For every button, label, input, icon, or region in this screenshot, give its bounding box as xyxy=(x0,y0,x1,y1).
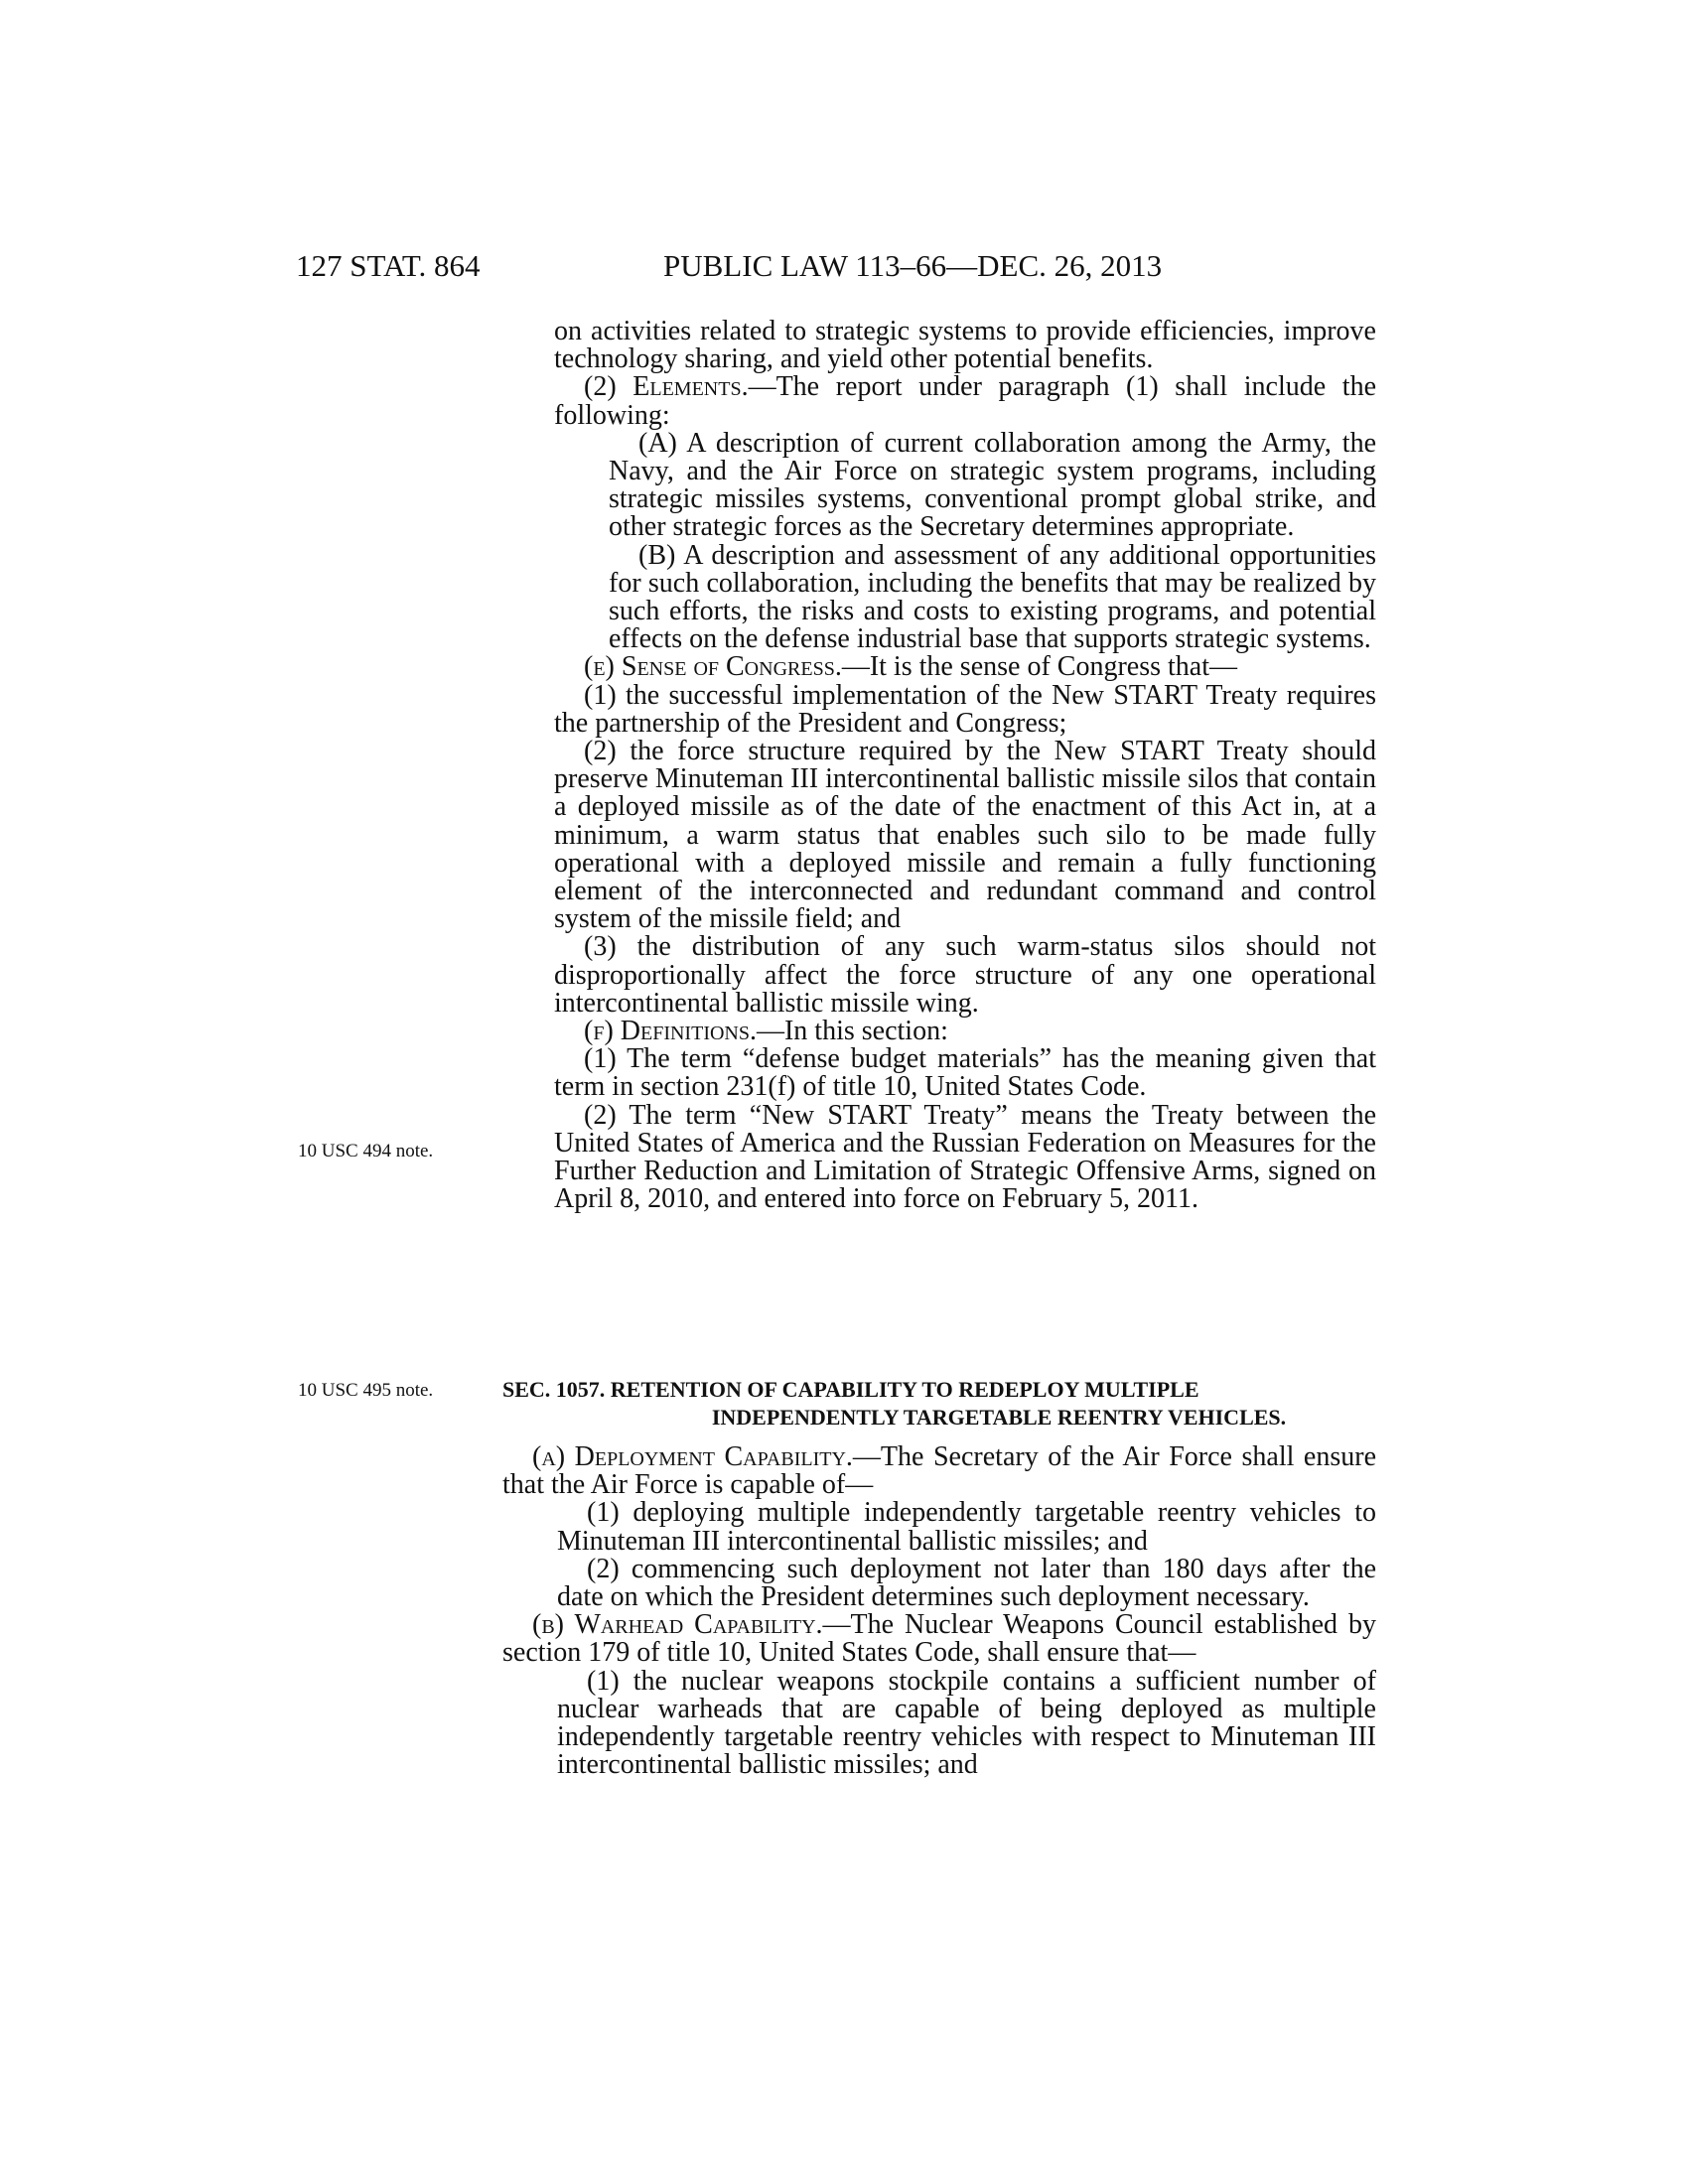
deployment-capability-heading: (a) Deployment Capability. xyxy=(532,1441,853,1472)
section-body xyxy=(554,318,1376,1214)
warhead-capability-heading: (b) Warhead Capability. xyxy=(532,1609,823,1641)
paragraph-elements xyxy=(554,373,1376,429)
definitions-text: —In this section: xyxy=(756,1016,948,1047)
paragraph-b1: (1) the nuclear weapons stockpile contains a sufficient number of nuclear warheads that are capable of being deployed as multiple independently targetable reentry vehicles with respect to Minuteman III intercontinental ballistic missiles; and xyxy=(557,1665,1376,1781)
elements-text: —The report under paragraph (1) shall include the following: xyxy=(554,371,1376,431)
page-stat-reference: 127 STAT. 864 xyxy=(296,248,481,283)
subsection-b-warhead xyxy=(502,1611,1376,1667)
subsection-f xyxy=(554,1018,1376,1045)
definition-2: (2) The term “New START Treaty” means the Treaty between the United States of America and the Russian Federation on Measures for the Further Reduction and Limitation of Strategic Offensive Arms, signed on April 8, 2010, and entered into force on February 5, 2011. xyxy=(554,1099,1376,1215)
sense-of-congress-text: —It is the sense of Congress that— xyxy=(841,651,1237,683)
paragraph-a2: (2) commencing such deployment not later than 180 days after the date on which the President determines such deployment necessary. xyxy=(557,1553,1376,1613)
subparagraph-a: (A) A description of current collaboration among the Army, the Navy, and the Air Force on strategic system programs, including strategic missiles systems, conventional prompt global strike, and other strategic forces as the Secretary determines appropriate. xyxy=(609,427,1376,543)
sense-of-congress-heading: (e) Sense of Congress. xyxy=(584,651,842,683)
section-heading-line2: INDEPENDENTLY TARGETABLE REENTRY VEHICLES. xyxy=(711,1405,1287,1430)
paragraph-e1: (1) the successful implementation of the New START Treaty requires the partnership of the President and Congress; xyxy=(554,679,1376,739)
paragraph-continuation: on activities related to strategic systems to provide efficiencies, improve technology sharing, and yield other potential benefits. xyxy=(554,316,1376,375)
paragraph-e2: (2) the force structure required by the New START Treaty should preserve Minuteman III intercontinental ballistic missile silos that contain a deployed missile as of the date of the enactment of this Act in, at a minimum, a warm status that enables such silo to be made fully operational with a deployed missile and remain a fully functioning element of the interconnected and redundant command and control system of the missile field; and xyxy=(554,736,1376,935)
definition-1: (1) The term “defense budget materials” has the meaning given that term in section 231(f) of title 10, United States Code. xyxy=(554,1043,1376,1103)
definitions-heading: (f) Definitions. xyxy=(584,1016,757,1047)
warhead-capability-text: —The Nuclear Weapons Council established by section 179 of title 10, United States Code, shall ensure that— xyxy=(502,1609,1376,1669)
section-heading-line1: SEC. 1057. RETENTION OF CAPABILITY TO REDEPLOY MULTIPLE xyxy=(502,1377,1199,1402)
margin-note-495: 10 USC 495 note. xyxy=(298,1380,434,1401)
elements-heading: (2) Elements. xyxy=(584,371,749,403)
paragraph-a1: (1) deploying multiple independently targetable reentry vehicles to Minuteman III intercontinental ballistic missiles; and xyxy=(557,1497,1376,1557)
section-1057-body xyxy=(502,1443,1376,1779)
section-1057-heading xyxy=(502,1376,1376,1432)
page-header-title: PUBLIC LAW 113–66—DEC. 26, 2013 xyxy=(663,248,1163,283)
paragraph-e3: (3) the distribution of any such warm-status silos should not disproportionally affect the force structure of any one operational intercontinental ballistic missile wing. xyxy=(554,931,1376,1019)
subsection-a-deployment xyxy=(502,1443,1376,1499)
subparagraph-b: (B) A description and assessment of any additional opportunities for such collaboration, including the benefits that may be realized by such efforts, the risks and costs to existing programs, and potential effects on the defense industrial base that supports strategic systems. xyxy=(609,539,1376,655)
subsection-e xyxy=(554,653,1376,681)
deployment-capability-text: —The Secretary of the Air Force shall ensure that the Air Force is capable of— xyxy=(502,1441,1376,1501)
margin-note-494: 10 USC 494 note. xyxy=(298,1141,434,1161)
